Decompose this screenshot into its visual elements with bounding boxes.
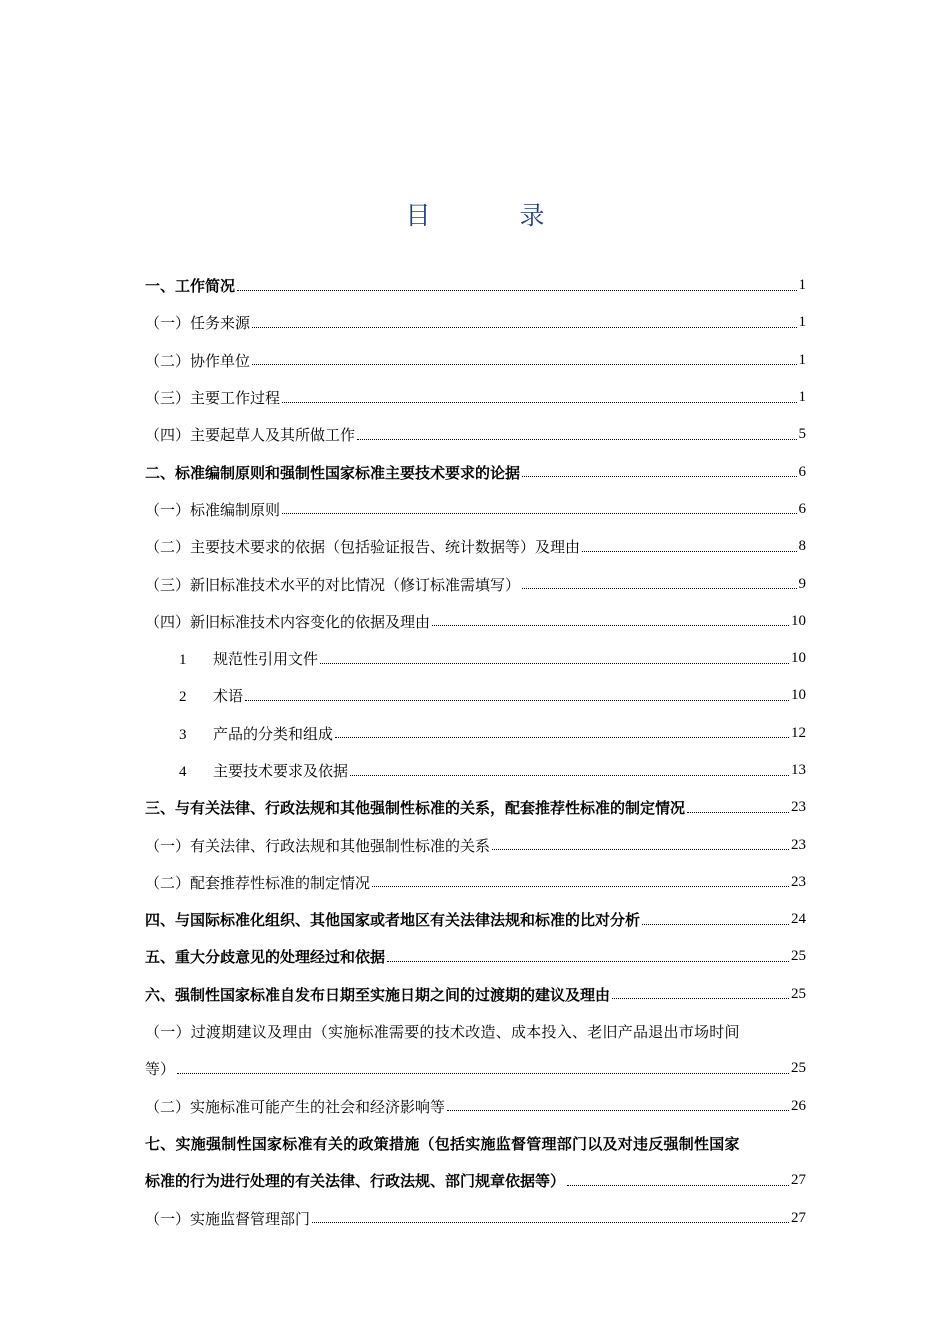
toc-entry-section-2[interactable]	[145, 453, 806, 490]
toc-entry-text: 术语	[213, 687, 244, 706]
toc-entry-page: 9	[798, 575, 806, 592]
toc-entry-label: （三）新旧标准技术水平的对比情况（修订标准需填写）	[145, 575, 521, 594]
toc-entry-page: 25	[791, 985, 806, 1002]
toc-entry-2-1[interactable]	[145, 491, 806, 528]
toc-entry-label: （二）实施标准可能产生的社会和经济影响等	[145, 1097, 446, 1116]
dot-leader	[447, 1109, 789, 1111]
toc-entry-section-7-line2[interactable]	[145, 1162, 806, 1199]
toc-entry-1-2[interactable]	[145, 342, 806, 379]
toc-entry-page: 8	[798, 538, 806, 555]
toc-entry-label: （四）新旧标准技术内容变化的依据及理由	[145, 612, 431, 631]
dot-leader	[522, 475, 796, 477]
toc-entry-section-1[interactable]	[145, 267, 806, 304]
toc-entry-2-2[interactable]	[145, 528, 806, 565]
toc-entry-page: 5	[798, 426, 806, 443]
toc-entry-page: 6	[798, 463, 806, 480]
toc-entry-page: 23	[791, 799, 806, 816]
toc-entry-page: 1	[798, 314, 806, 331]
dot-leader	[687, 811, 789, 813]
dot-leader	[320, 662, 789, 664]
dot-leader	[350, 774, 789, 776]
table-of-contents	[145, 267, 806, 1237]
toc-entry-2-4[interactable]	[145, 603, 806, 640]
toc-entry-page: 1	[798, 351, 806, 368]
toc-entry-section-5[interactable]	[145, 938, 806, 975]
toc-entry-number: 2	[179, 689, 187, 706]
toc-entry-page: 10	[791, 687, 806, 704]
dot-leader	[642, 923, 789, 925]
toc-entry-label: 六、强制性国家标准自发布日期至实施日期之间的过渡期的建议及理由	[145, 985, 611, 1004]
toc-entry-label: 一、工作简况	[145, 277, 236, 296]
toc-entry-6-1-line1[interactable]	[145, 1013, 806, 1050]
toc-entry-label: 五、重大分歧意见的处理经过和依据	[145, 948, 386, 967]
dot-leader	[282, 512, 796, 514]
toc-entry-label	[145, 648, 318, 669]
dot-leader	[177, 1072, 789, 1074]
toc-entry-section-4[interactable]	[145, 901, 806, 938]
toc-entry-section-6[interactable]	[145, 976, 806, 1013]
toc-entry-page: 13	[791, 762, 806, 778]
toc-entry-1-3[interactable]	[145, 379, 806, 416]
toc-entry-label: （二）主要技术要求的依据（包括验证报告、统计数据等）及理由	[145, 538, 581, 557]
toc-entry-label: （一）过渡期建议及理由（实施标准需要的技术改造、成本投入、老旧产品退出市场时间	[145, 1023, 740, 1042]
toc-entry-label	[145, 760, 348, 781]
toc-entry-page: 10	[791, 650, 806, 667]
dot-leader	[252, 363, 796, 365]
toc-entry-label	[145, 685, 243, 706]
toc-entry-page: 27	[791, 1209, 806, 1226]
toc-entry-page: 24	[791, 911, 806, 928]
toc-entry-7-1[interactable]	[145, 1199, 806, 1236]
dot-leader	[312, 1221, 789, 1223]
toc-entry-page: 1	[798, 389, 806, 406]
dot-leader	[522, 587, 796, 589]
toc-entry-number: 3	[179, 726, 187, 743]
toc-entry-label: 三、与有关法律、行政法规和其他强制性标准的关系，配套推荐性标准的制定情况	[145, 799, 686, 818]
toc-entry-section-7-line1[interactable]	[145, 1125, 806, 1162]
dot-leader	[335, 736, 789, 738]
toc-entry-label: 七、实施强制性国家标准有关的政策措施（包括实施监督管理部门以及对违反强制性国家	[145, 1134, 740, 1153]
toc-entry-text: 主要技术要求及依据	[213, 762, 349, 780]
toc-entry-page: 23	[791, 836, 806, 853]
toc-entry-page: 23	[791, 873, 806, 890]
dot-leader	[252, 326, 796, 328]
toc-entry-page: 6	[798, 500, 806, 517]
dot-leader	[492, 848, 789, 850]
toc-entry-page: 26	[791, 1097, 806, 1114]
toc-entry-text: 规范性引用文件	[213, 650, 319, 669]
toc-entry-label: （二）协作单位	[145, 351, 251, 370]
toc-entry-2-3[interactable]	[145, 565, 806, 602]
toc-entry-label: 等）	[145, 1060, 176, 1079]
toc-entry-number: 4	[179, 764, 187, 780]
toc-entry-section-3[interactable]	[145, 789, 806, 826]
toc-entry-page: 12	[791, 724, 806, 741]
toc-entry-3-2[interactable]	[145, 864, 806, 901]
toc-entry-label: （三）主要工作过程	[145, 389, 281, 408]
page-title: 目 录	[405, 201, 577, 230]
toc-entry-label: （一）实施监督管理部门	[145, 1209, 311, 1228]
toc-entry-page: 10	[791, 612, 806, 629]
toc-entry-label: （一）标准编制原则	[145, 500, 281, 519]
dot-leader	[612, 997, 789, 999]
toc-entry-label: （一）任务来源	[145, 314, 251, 333]
toc-entry-6-1-line2[interactable]	[145, 1050, 806, 1087]
toc-entry-page: 1	[798, 277, 806, 294]
toc-entry-1-1[interactable]	[145, 304, 806, 341]
toc-entry-label: 四、与国际标准化组织、其他国家或者地区有关法律法规和标准的比对分析	[145, 911, 641, 930]
dot-leader	[567, 1184, 789, 1186]
toc-entry-label: （四）主要起草人及其所做工作	[145, 426, 356, 445]
toc-entry-page: 25	[791, 1060, 806, 1077]
toc-entry-label: 标准的行为进行处理的有关法律、行政法规、部门规章依据等）	[145, 1172, 566, 1191]
toc-entry-text: 产品的分类和组成	[213, 724, 334, 743]
dot-leader	[387, 960, 789, 962]
toc-entry-label: （二）配套推荐性标准的制定情况	[145, 873, 371, 892]
toc-entry-label	[145, 723, 333, 744]
toc-entry-2-4-4[interactable]	[145, 752, 806, 789]
dot-leader	[245, 699, 789, 701]
toc-entry-6-2[interactable]	[145, 1088, 806, 1125]
toc-entry-number: 1	[179, 652, 187, 669]
dot-leader	[582, 550, 796, 552]
dot-leader	[237, 289, 796, 291]
toc-entry-1-4[interactable]	[145, 416, 806, 453]
toc-entry-2-4-3[interactable]	[145, 715, 806, 752]
dot-leader	[372, 885, 789, 887]
toc-entry-3-1[interactable]	[145, 826, 806, 863]
toc-entry-label: 二、标准编制原则和强制性国家标准主要技术要求的论据	[145, 463, 521, 482]
toc-entry-page: 27	[791, 1172, 806, 1189]
dot-leader	[282, 401, 796, 403]
toc-entry-2-4-1[interactable]	[145, 640, 806, 677]
toc-entry-page: 25	[791, 948, 806, 965]
toc-entry-2-4-2[interactable]	[145, 677, 806, 714]
dot-leader	[357, 438, 796, 440]
dot-leader	[432, 624, 789, 626]
toc-entry-label: （一）有关法律、行政法规和其他强制性标准的关系	[145, 836, 491, 855]
